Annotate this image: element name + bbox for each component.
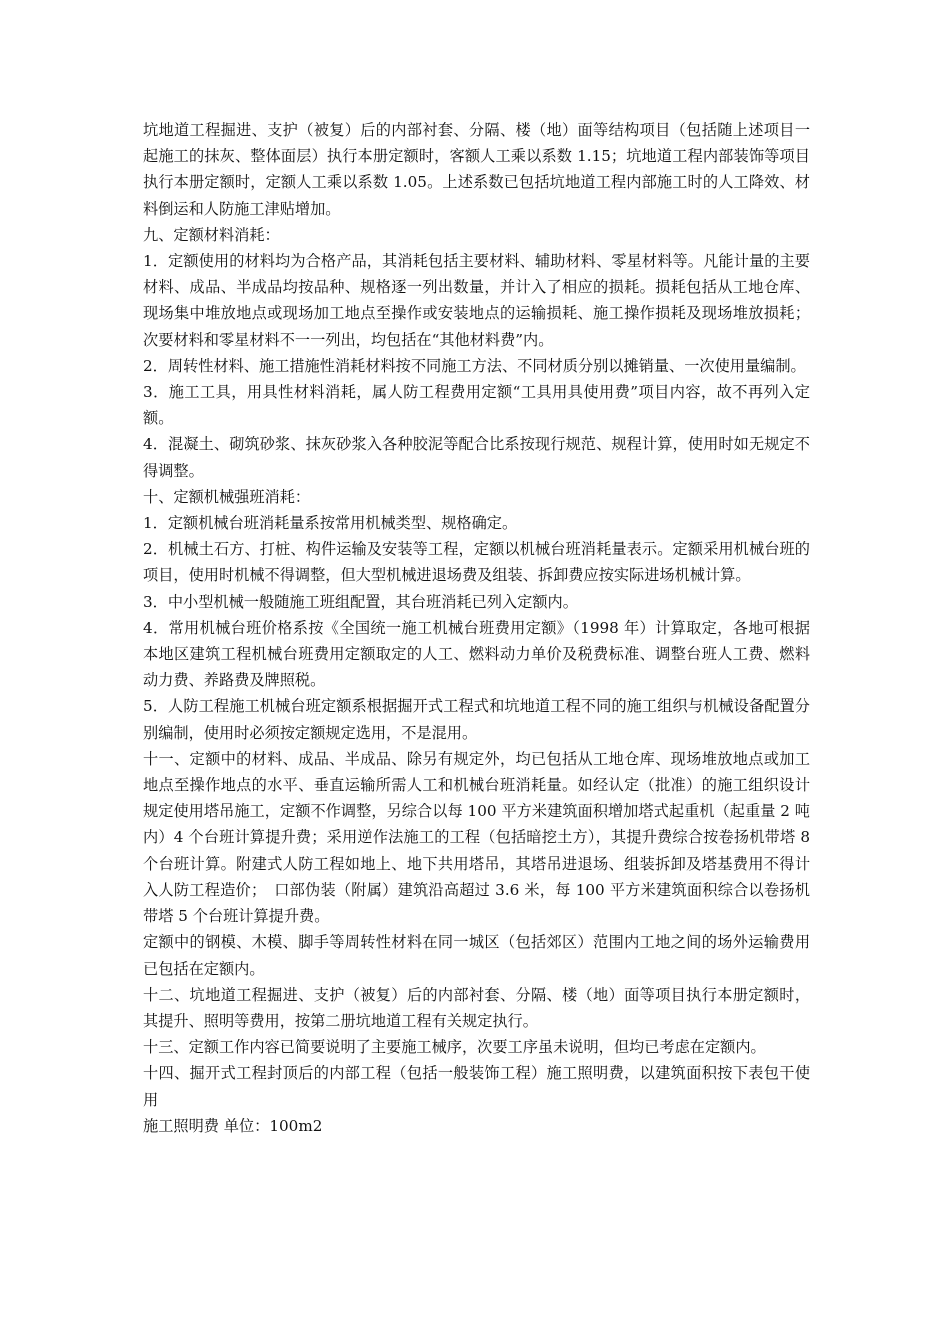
paragraph-section-13: 十三、定额工作内容已简要说明了主要施工械序，次要工序虽未说明，但均已考虑在定额内。 (143, 1038, 766, 1057)
paragraph-machinery-1: 1．定额机械台班消耗量系按常用机械类型、规格确定。 (143, 514, 518, 533)
document-page (143, 117, 810, 1139)
paragraph-section-11: 十一、定额中的材料、成品、半成品、除另有规定外，均已包括从工地仓库、现场堆放地点或加工地点至操作地点的水平、垂直运输所需人工和机械台班消耗量。如经认定（批准）的施工组织设计规定使用塔吊施工，定额不作调整，另综合以每 100 平方米建筑面积增加塔式起重机（起重量 2 吨内）4 个台班计算提升费；采用逆作法施工的工程（包括暗挖土方），其提升费综合按卷扬机带塔 8 个台班计算。附建式人防工程如地上、地下共用塔吊，其塔吊进退场、组装拆卸及塔基费用不得计入人防工程造价； 口部伪装（附属）建筑沿高超过 3.6 米，每 100 平方米建筑面积综合以卷扬机带塔 5 个台班计算提升费。 (143, 749, 810, 926)
paragraph-machinery-3: 3．中小型机械一般随施工班组配置，其台班消耗已列入定额内。 (143, 592, 578, 611)
paragraph-tunnel-coefficients: 坑地道工程掘进、支护（被复）后的内部衬套、分隔、楼（地）面等结构项目（包括随上述项目一起施工的抹灰、整体面层）执行本册定额时，客额人工乘以系数 1.15；坑地道工程内部装饰等项目执行本册定额时，定额人工乘以系数 1.05。上述系数已包括坑地道工程内部施工时的人工降效、材料倒运和人防施工津贴增加。 (143, 121, 810, 218)
paragraph-material-3: 3．施工工具，用具性材料消耗，属人防工程费用定额“工具用具使用费”项目内容，故不再列入定额。 (143, 383, 810, 428)
paragraph-formwork-transport: 定额中的钢模、木模、脚手等周转性材料在同一城区（包括郊区）范围内工地之间的场外运输费用已包括在定额内。 (143, 933, 810, 978)
paragraph-machinery-5: 5．人防工程施工机械台班定额系根据掘开式工程式和坑地道工程不同的施工组织与机械设备配置分别编制，使用时必须按定额规定选用，不是混用。 (143, 697, 810, 742)
table-caption-lighting-fee: 施工照明费 单位：100m2 (143, 1116, 323, 1135)
paragraph-machinery-2: 2．机械土石方、打桩、构件运输及安装等工程，定额以机械台班消耗量表示。定额采用机械台班的项目，使用时机械不得调整，但大型机械进退场费及组装、拆卸费应按实际进场机械计算。 (143, 540, 810, 585)
paragraph-material-2: 2．周转性材料、施工措施性消耗材料按不同施工方法、不同材质分别以摊销量、一次使用量编制。 (143, 356, 806, 375)
paragraph-section-14: 十四、掘开式工程封顶后的内部工程（包括一般装饰工程）施工照明费，以建筑面积按下表包干使用 (143, 1064, 810, 1109)
heading-material-consumption: 九、定额材料消耗： (143, 225, 280, 244)
paragraph-material-1: 1．定额使用的材料均为合格产品，其消耗包括主要材料、辅助材料、零星材料等。凡能计量的主要材料、成品、半成品均按品种、规格逐一列出数量，并计入了相应的损耗。损耗包括从工地仓库、现场集中堆放地点或现场加工地点至操作或安装地点的运输损耗、施工操作损耗及现场堆放损耗；次要材料和零星材料不一一列出，均包括在“其他材料费”内。 (143, 252, 810, 349)
paragraph-section-12: 十二、坑地道工程掘进、支护（被复）后的内部衬套、分隔、楼（地）面等项目执行本册定额时，其提升、照明等费用，按第二册坑地道工程有关规定执行。 (143, 985, 810, 1030)
paragraph-machinery-4: 4．常用机械台班价格系按《全国统一施工机械台班费用定额》（1998 年）计算取定，各地可根据本地区建筑工程机械台班费用定额取定的人工、燃料动力单价及税费标准、调整台班人工费、燃料动力费、养路费及牌照税。 (143, 618, 810, 690)
heading-machinery-consumption: 十、定额机械强班消耗： (143, 487, 311, 506)
paragraph-material-4: 4．混凝土、砌筑砂浆、抹灰砂浆入各种胶泥等配合比系按现行规范、规程计算，使用时如无规定不得调整。 (143, 435, 810, 480)
